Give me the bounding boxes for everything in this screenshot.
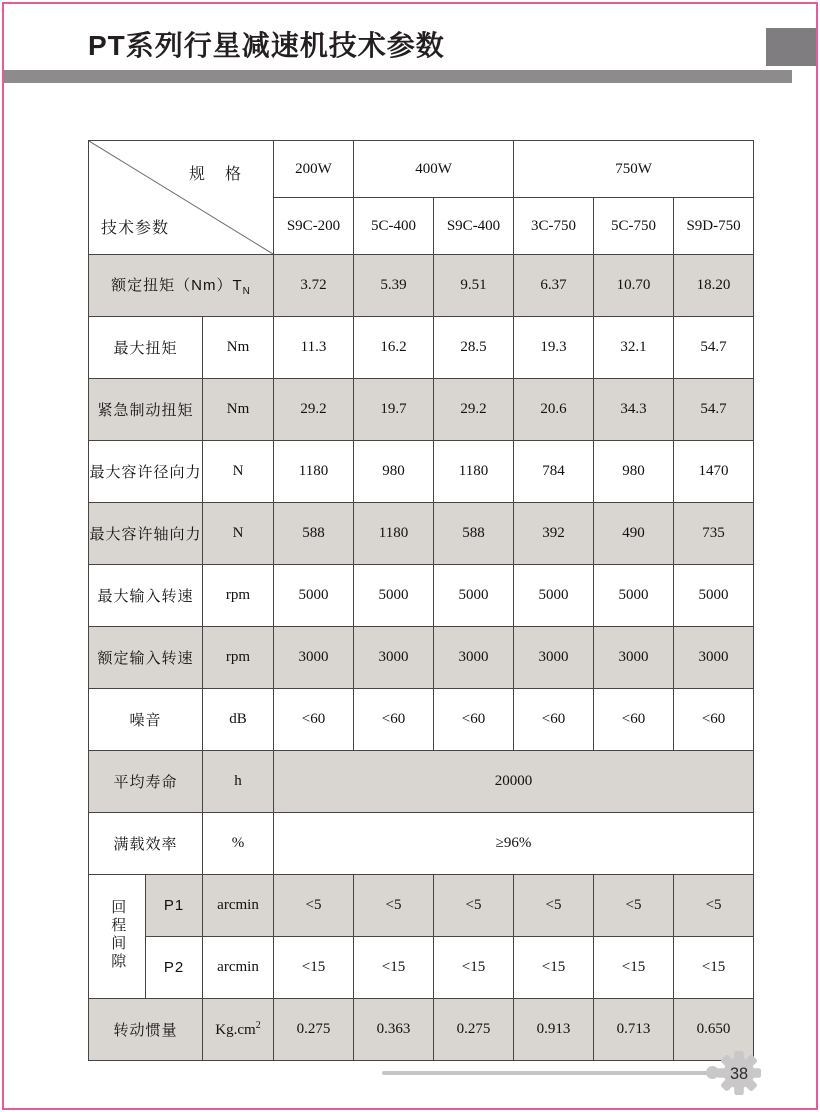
backlash-vertical-text: 回程间隙 (109, 898, 127, 971)
model-cell: 3C-750 (514, 198, 594, 255)
row-unit: N (203, 441, 274, 503)
merged-value-cell: 20000 (274, 751, 754, 813)
value-cell: <5 (594, 875, 674, 937)
value-cell: 18.20 (674, 255, 754, 317)
value-cell: 0.650 (674, 999, 754, 1061)
title-underline-bar (4, 70, 792, 83)
row-label: 转动惯量 (89, 999, 203, 1061)
value-cell: 5000 (674, 565, 754, 627)
row-label: P2 (146, 937, 203, 999)
row-unit: N (203, 503, 274, 565)
spec-table (88, 140, 754, 1061)
value-cell: 10.70 (594, 255, 674, 317)
value-cell: 16.2 (354, 317, 434, 379)
value-cell: 980 (354, 441, 434, 503)
row-life (89, 751, 754, 813)
row-label: 满载效率 (89, 813, 203, 875)
row-rated-input-speed (89, 627, 754, 689)
row-unit: % (203, 813, 274, 875)
row-unit: arcmin (203, 875, 274, 937)
model-cell: S9D-750 (674, 198, 754, 255)
backlash-group-label (89, 875, 146, 999)
value-cell: 588 (274, 503, 354, 565)
value-cell: <5 (434, 875, 514, 937)
row-noise (89, 689, 754, 751)
row-label: P1 (146, 875, 203, 937)
corner-param-label: 技术参数 (101, 220, 170, 237)
power-group-200w: 200W (274, 141, 354, 198)
value-cell: 1180 (274, 441, 354, 503)
model-cell: 5C-750 (594, 198, 674, 255)
page-title: PT系列行星减速机技术参数 (88, 30, 445, 61)
row-label: 平均寿命 (89, 751, 203, 813)
page-number: 38 (729, 1064, 749, 1083)
value-cell: 0.913 (514, 999, 594, 1061)
value-cell: 5000 (354, 565, 434, 627)
row-label: 噪音 (89, 689, 203, 751)
value-cell: <60 (274, 689, 354, 751)
header-row-power (89, 141, 754, 198)
value-cell: <15 (354, 937, 434, 999)
value-cell: <15 (674, 937, 754, 999)
value-cell: <5 (514, 875, 594, 937)
row-axial-force (89, 503, 754, 565)
row-backlash-p2 (89, 937, 754, 999)
value-cell: 32.1 (594, 317, 674, 379)
value-cell: 6.37 (514, 255, 594, 317)
value-cell: 392 (514, 503, 594, 565)
value-cell: 1180 (354, 503, 434, 565)
corner-spec-label: 规 格 (189, 166, 244, 183)
row-label: 最大输入转速 (89, 565, 203, 627)
value-cell: 29.2 (274, 379, 354, 441)
row-max-torque (89, 317, 754, 379)
value-cell: 490 (594, 503, 674, 565)
row-label (89, 255, 274, 317)
value-cell: 3000 (354, 627, 434, 689)
model-cell: S9C-400 (434, 198, 514, 255)
row-max-input-speed (89, 565, 754, 627)
row-inertia (89, 999, 754, 1061)
value-cell: <15 (434, 937, 514, 999)
value-cell: 735 (674, 503, 754, 565)
value-cell: <15 (514, 937, 594, 999)
row-label: 最大容许轴向力 (89, 503, 203, 565)
row-unit: dB (203, 689, 274, 751)
value-cell: 0.275 (274, 999, 354, 1061)
value-cell: <15 (594, 937, 674, 999)
value-cell: <60 (434, 689, 514, 751)
value-cell: 5000 (514, 565, 594, 627)
value-cell: 0.713 (594, 999, 674, 1061)
row-rated-torque (89, 255, 754, 317)
power-group-750w: 750W (514, 141, 754, 198)
row-brake-torque (89, 379, 754, 441)
gear-icon (716, 1050, 762, 1096)
value-cell: 980 (594, 441, 674, 503)
row-unit: rpm (203, 565, 274, 627)
row-efficiency (89, 813, 754, 875)
row-unit (203, 999, 274, 1061)
value-cell: 3000 (434, 627, 514, 689)
value-cell: 3000 (594, 627, 674, 689)
model-cell: S9C-200 (274, 198, 354, 255)
value-cell: 3.72 (274, 255, 354, 317)
value-cell: 3000 (674, 627, 754, 689)
value-cell: <60 (354, 689, 434, 751)
value-cell: 28.5 (434, 317, 514, 379)
row-label-subscript: N (242, 286, 251, 297)
corner-cell (89, 141, 274, 255)
value-cell: <5 (354, 875, 434, 937)
value-cell: <5 (674, 875, 754, 937)
value-cell: 5000 (434, 565, 514, 627)
value-cell: 29.2 (434, 379, 514, 441)
value-cell: 1470 (674, 441, 754, 503)
row-unit: rpm (203, 627, 274, 689)
value-cell: <60 (514, 689, 594, 751)
row-unit: Nm (203, 379, 274, 441)
merged-value-cell: ≥96% (274, 813, 754, 875)
value-cell: <5 (274, 875, 354, 937)
value-cell: 5.39 (354, 255, 434, 317)
value-cell: <60 (594, 689, 674, 751)
power-group-400w: 400W (354, 141, 514, 198)
row-unit: Nm (203, 317, 274, 379)
value-cell: 11.3 (274, 317, 354, 379)
row-unit: arcmin (203, 937, 274, 999)
corner-cell-inner (89, 141, 273, 254)
value-cell: 784 (514, 441, 594, 503)
value-cell: 19.7 (354, 379, 434, 441)
value-cell: 5000 (594, 565, 674, 627)
value-cell: 3000 (274, 627, 354, 689)
unit-superscript: 2 (255, 1020, 261, 1031)
value-cell: <60 (674, 689, 754, 751)
row-label: 最大扭矩 (89, 317, 203, 379)
value-cell: 9.51 (434, 255, 514, 317)
value-cell: 0.363 (354, 999, 434, 1061)
row-label: 最大容许径向力 (89, 441, 203, 503)
value-cell: 3000 (514, 627, 594, 689)
value-cell: 54.7 (674, 379, 754, 441)
value-cell: 0.275 (434, 999, 514, 1061)
value-cell: <15 (274, 937, 354, 999)
row-radial-force (89, 441, 754, 503)
header-corner-square (766, 28, 816, 66)
value-cell: 19.3 (514, 317, 594, 379)
row-label: 紧急制动扭矩 (89, 379, 203, 441)
row-label: 额定输入转速 (89, 627, 203, 689)
footer-rule-line (382, 1071, 710, 1075)
value-cell: 54.7 (674, 317, 754, 379)
value-cell: 5000 (274, 565, 354, 627)
value-cell: 1180 (434, 441, 514, 503)
row-label-text: 额定扭矩（Nm）T (111, 277, 243, 294)
row-unit: h (203, 751, 274, 813)
row-backlash-p1 (89, 875, 754, 937)
value-cell: 34.3 (594, 379, 674, 441)
model-cell: 5C-400 (354, 198, 434, 255)
spec-table-container (88, 140, 754, 1061)
value-cell: 20.6 (514, 379, 594, 441)
unit-text: Kg.cm (215, 1022, 256, 1038)
value-cell: 588 (434, 503, 514, 565)
